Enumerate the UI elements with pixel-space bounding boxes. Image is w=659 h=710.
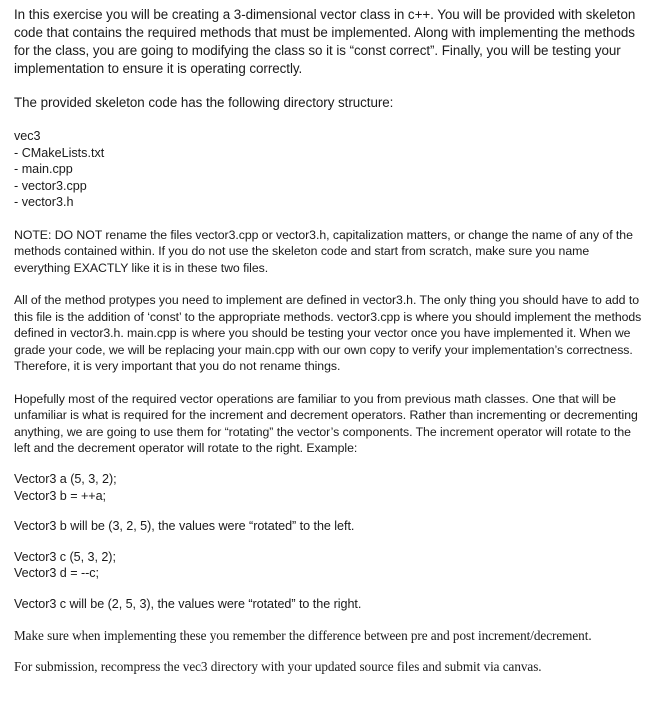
example-code-line: Vector3 b = ++a; [14, 488, 106, 503]
example-code-line: Vector3 c (5, 3, 2); [14, 549, 116, 564]
example-result: Vector3 b will be (3, 2, 5), the values were “rotated” to the left. [14, 519, 355, 534]
note-paragraph: NOTE: DO NOT rename the files vector3.cpp or vector3.h, capitalization matters, or change the name of any of the methods contained within. If you do not use the skeleton code and start from scratch, make sure you name everything EXACTLY like it is in these two files. [14, 227, 633, 275]
example-result: Vector3 c will be (2, 5, 3), the values were “rotated” to the right. [14, 596, 362, 611]
operations-paragraph: Hopefully most of the required vector operations are familiar to you from previous math classes. One that will be unfamiliar is what is required for the increment and decrement operators. Rather than incrementing or decrementing anything, we are going to use them for “rotating” the vector’s components. The increment operator will rotate to the left and the decrement operator will rotate to the right. Example: [14, 391, 638, 456]
assignment-document [14, 6, 646, 675]
file-list [14, 145, 646, 211]
reminder-paragraph: Make sure when implementing these you remember the difference between pre and post increment/decrement. [14, 627, 592, 643]
example-right-rotation [14, 549, 646, 613]
structure-intro: The provided skeleton code has the following directory structure: [14, 95, 394, 110]
example-left-rotation [14, 471, 646, 535]
prototypes-paragraph: All of the method protypes you need to implement are defined in vector3.h. The only thing you should have to add to this file is the addition of ‘const’ to the appropriate methods. vector3.cpp is where you should implement the methods defined in vector3.h. main.cpp is where you should be testing your vector once you have implemented it. When we grade your code, we will be replacing your main.cpp with our own copy to verify your implementation’s correctness. Therefore, it is very important that you do not rename things. [14, 293, 642, 374]
example-code-line: Vector3 d = --c; [14, 566, 99, 581]
file-list-item: - CMakeLists.txt [14, 145, 105, 160]
directory-structure [14, 128, 646, 211]
submission-paragraph: For submission, recompress the vec3 directory with your updated source files and submit via canvas. [14, 658, 542, 674]
file-list-item: - main.cpp [14, 162, 73, 177]
directory-root: vec3 [14, 129, 41, 143]
intro-paragraph: In this exercise you will be creating a 3-dimensional vector class in c++. You will be provided with skeleton code that contains the required methods that must be implemented. Along with implementing the methods for the class, you are going to modifying the class so it is “const correct”. Finally, you will be testing your implementation to ensure it is operating correctly. [14, 7, 636, 76]
file-list-item: - vector3.cpp [14, 178, 87, 193]
example-code-line: Vector3 a (5, 3, 2); [14, 471, 117, 486]
file-list-item: - vector3.h [14, 195, 74, 210]
